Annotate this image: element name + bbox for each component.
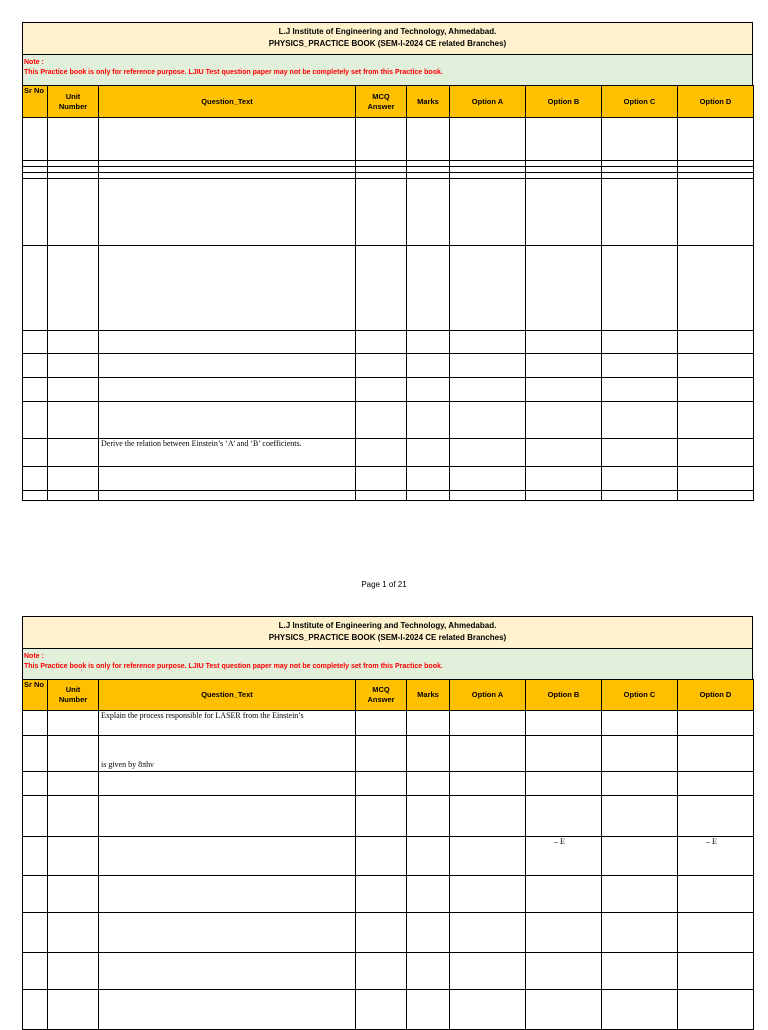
- col-option-c: Option C: [602, 680, 678, 711]
- col-unit-number: Unit Number: [48, 680, 99, 711]
- col-sr-no: Sr No: [23, 86, 48, 118]
- sheet-title-box: [22, 616, 753, 648]
- table-row: [23, 246, 754, 331]
- table-row: [23, 378, 754, 402]
- col-mcq-answer: MCQ Answer: [356, 86, 407, 118]
- option-d-value: – E: [678, 837, 754, 876]
- institute-title: L.J Institute of Engineering and Technology, Ahmedabad.: [278, 27, 497, 36]
- table-row: [23, 402, 754, 439]
- option-b-value: – E: [526, 837, 602, 876]
- table-row: [23, 331, 754, 354]
- book-title: PHYSICS_PRACTICE BOOK (SEM-I-2024 CE related Branches): [268, 39, 507, 48]
- practice-sheet-page-2: [22, 616, 753, 1030]
- table-row: Explain the process responsible for LASER from the Einstein’s: [23, 711, 754, 736]
- col-option-d: Option D: [678, 680, 754, 711]
- col-question-text: Question_Text: [99, 86, 356, 118]
- table-row: [23, 491, 754, 501]
- col-unit-number: Unit Number: [48, 86, 99, 118]
- table-row: [23, 913, 754, 953]
- note-box: [22, 648, 753, 679]
- col-marks: Marks: [407, 680, 450, 711]
- table-row: [23, 467, 754, 491]
- sheet-title-box: [22, 22, 753, 54]
- table-row: [23, 796, 754, 837]
- col-option-b: Option B: [526, 86, 602, 118]
- col-sr-no: Sr No: [23, 680, 48, 711]
- note-text: This Practice book is only for reference purpose. LJIU Test question paper may not be completely set from this Practice book.: [24, 663, 443, 670]
- page-number: Page 1 of 21: [361, 580, 407, 589]
- table-row: [23, 354, 754, 378]
- institute-title: L.J Institute of Engineering and Technology, Ahmedabad.: [278, 621, 497, 630]
- question-table: [22, 679, 754, 1030]
- col-option-c: Option C: [602, 86, 678, 118]
- table-row: [23, 772, 754, 796]
- col-option-a: Option A: [450, 86, 526, 118]
- header-row: [23, 86, 754, 118]
- header-row: [23, 680, 754, 711]
- table-row: [23, 953, 754, 990]
- table-row: [23, 179, 754, 246]
- note-label: Note :: [24, 59, 44, 66]
- col-mcq-answer: MCQ Answer: [356, 680, 407, 711]
- practice-sheet-page-1: [22, 22, 753, 501]
- col-option-d: Option D: [678, 86, 754, 118]
- col-option-b: Option B: [526, 680, 602, 711]
- table-row: Derive the relation between Einstein’s ‘A’ and ‘B’ coefficients.: [23, 439, 754, 467]
- table-row: [23, 118, 754, 161]
- table-row: [23, 876, 754, 913]
- col-question-text: Question_Text: [99, 680, 356, 711]
- note-box: [22, 54, 753, 85]
- table-row: is given by 8πhν: [23, 736, 754, 772]
- col-marks: Marks: [407, 86, 450, 118]
- note-label: Note :: [24, 653, 44, 660]
- table-row: [23, 837, 754, 876]
- col-option-a: Option A: [450, 680, 526, 711]
- note-text: This Practice book is only for reference purpose. LJIU Test question paper may not be completely set from this Practice book.: [24, 69, 443, 76]
- book-title: PHYSICS_PRACTICE BOOK (SEM-I-2024 CE related Branches): [268, 633, 507, 642]
- question-table: [22, 85, 754, 501]
